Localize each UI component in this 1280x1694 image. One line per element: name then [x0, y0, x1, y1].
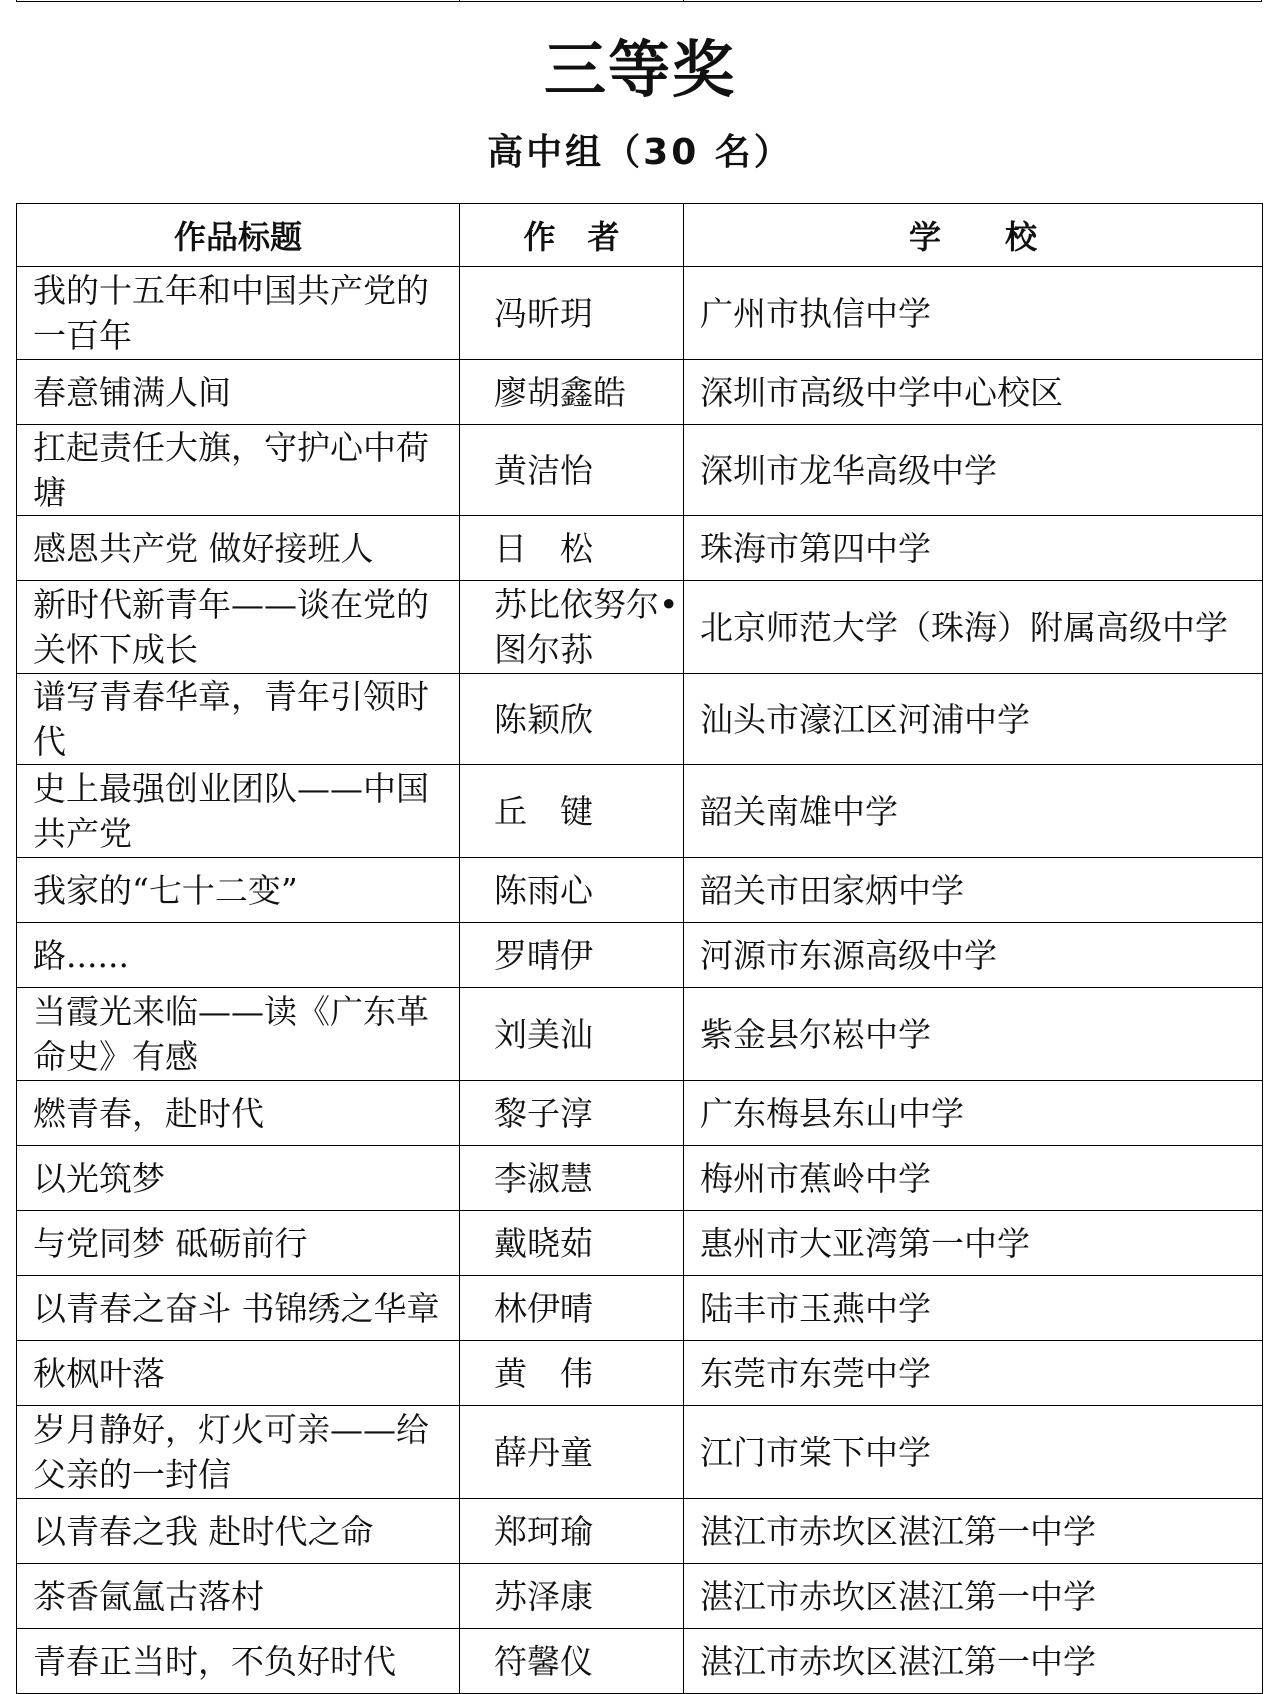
group-title: 高中组（30 名） [487, 132, 793, 173]
work-title-cell: 岁月静好，灯火可亲——给父亲的一封信 [17, 1406, 460, 1499]
school-cell: 陆丰市玉燕中学 [684, 1276, 1263, 1341]
work-title-cell: 新时代新青年——谈在党的关怀下成长 [17, 581, 460, 674]
header-author: 作 者 [460, 204, 684, 267]
work-title-cell: 与党同梦 砥砺前行 [17, 1211, 460, 1276]
school-cell: 深圳市高级中学中心校区 [684, 360, 1263, 425]
table-row [17, 267, 1263, 360]
school-cell: 韶关市田家炳中学 [684, 858, 1263, 923]
author-cell: 薛丹童 [460, 1406, 684, 1499]
work-title-cell: 以青春之奋斗 书锦绣之华章 [17, 1276, 460, 1341]
table-row [17, 1211, 1263, 1276]
school-cell: 珠海市第四中学 [684, 516, 1263, 581]
work-title-cell: 以光筑梦 [17, 1146, 460, 1211]
table-row [17, 1276, 1263, 1341]
school-cell: 湛江市赤坎区湛江第一中学 [684, 1499, 1263, 1564]
work-title-cell: 扛起责任大旗，守护心中荷塘 [17, 425, 460, 516]
table-body [17, 267, 1263, 1694]
table-row [17, 858, 1263, 923]
author-cell: 廖胡鑫皓 [460, 360, 684, 425]
author-cell: 苏比依努尔•图尔荪 [460, 581, 684, 674]
table-row [17, 1564, 1263, 1629]
table-row [17, 1406, 1263, 1499]
school-cell: 汕头市濠江区河浦中学 [684, 674, 1263, 765]
table-row [17, 674, 1263, 765]
table-row [17, 988, 1263, 1081]
work-title-cell: 以青春之我 赴时代之命 [17, 1499, 460, 1564]
school-cell: 广州市执信中学 [684, 267, 1263, 360]
school-cell: 深圳市龙华高级中学 [684, 425, 1263, 516]
school-cell: 湛江市赤坎区湛江第一中学 [684, 1564, 1263, 1629]
table-row [17, 1341, 1263, 1406]
author-cell: 罗晴伊 [460, 923, 684, 988]
award-title: 三等奖 [543, 33, 736, 106]
school-cell: 紫金县尔崧中学 [684, 988, 1263, 1081]
table-row [17, 516, 1263, 581]
table-row [17, 425, 1263, 516]
author-cell: 黄洁怡 [460, 425, 684, 516]
header-title: 作品标题 [17, 204, 460, 267]
author-cell: 苏泽康 [460, 1564, 684, 1629]
work-title-cell: 路...... [17, 923, 460, 988]
school-cell: 韶关南雄中学 [684, 765, 1263, 858]
school-cell: 惠州市大亚湾第一中学 [684, 1211, 1263, 1276]
school-cell: 东莞市东莞中学 [684, 1341, 1263, 1406]
author-cell: 日 松 [460, 516, 684, 581]
author-cell: 陈颖欣 [460, 674, 684, 765]
author-cell: 黄 伟 [460, 1341, 684, 1406]
author-cell: 林伊晴 [460, 1276, 684, 1341]
table-row [17, 1146, 1263, 1211]
work-title-cell: 燃青春，赴时代 [17, 1081, 460, 1146]
author-cell: 冯昕玥 [460, 267, 684, 360]
table-row [17, 1499, 1263, 1564]
work-title-cell: 谱写青春华章，青年引领时代 [17, 674, 460, 765]
table-row [17, 1081, 1263, 1146]
table-row [17, 581, 1263, 674]
header-school: 学 校 [684, 204, 1263, 267]
work-title-cell: 当霞光来临——读《广东革命史》有感 [17, 988, 460, 1081]
school-cell: 广东梅县东山中学 [684, 1081, 1263, 1146]
top-table-border [16, 0, 1262, 2]
table-row [17, 1629, 1263, 1694]
table-row [17, 765, 1263, 858]
work-title-cell: 秋枫叶落 [17, 1341, 460, 1406]
work-title-cell: 青春正当时，不负好时代 [17, 1629, 460, 1694]
school-cell: 湛江市赤坎区湛江第一中学 [684, 1629, 1263, 1694]
work-title-cell: 春意铺满人间 [17, 360, 460, 425]
author-cell: 符馨仪 [460, 1629, 684, 1694]
work-title-cell: 茶香氤氲古落村 [17, 1564, 460, 1629]
work-title-cell: 我的十五年和中国共产党的一百年 [17, 267, 460, 360]
table-row [17, 360, 1263, 425]
work-title-cell: 感恩共产党 做好接班人 [17, 516, 460, 581]
author-cell: 李淑慧 [460, 1146, 684, 1211]
table-header-row [17, 204, 1263, 267]
author-cell: 丘 键 [460, 765, 684, 858]
work-title-cell: 我家的“七十二变” [17, 858, 460, 923]
work-title-cell: 史上最强创业团队——中国共产党 [17, 765, 460, 858]
author-cell: 戴晓茹 [460, 1211, 684, 1276]
school-cell: 河源市东源高级中学 [684, 923, 1263, 988]
school-cell: 江门市棠下中学 [684, 1406, 1263, 1499]
author-cell: 黎子淳 [460, 1081, 684, 1146]
author-cell: 陈雨心 [460, 858, 684, 923]
school-cell: 北京师范大学（珠海）附属高级中学 [684, 581, 1263, 674]
author-cell: 郑珂瑜 [460, 1499, 684, 1564]
author-cell: 刘美汕 [460, 988, 684, 1081]
award-table [16, 203, 1263, 1694]
school-cell: 梅州市蕉岭中学 [684, 1146, 1263, 1211]
table-row [17, 923, 1263, 988]
